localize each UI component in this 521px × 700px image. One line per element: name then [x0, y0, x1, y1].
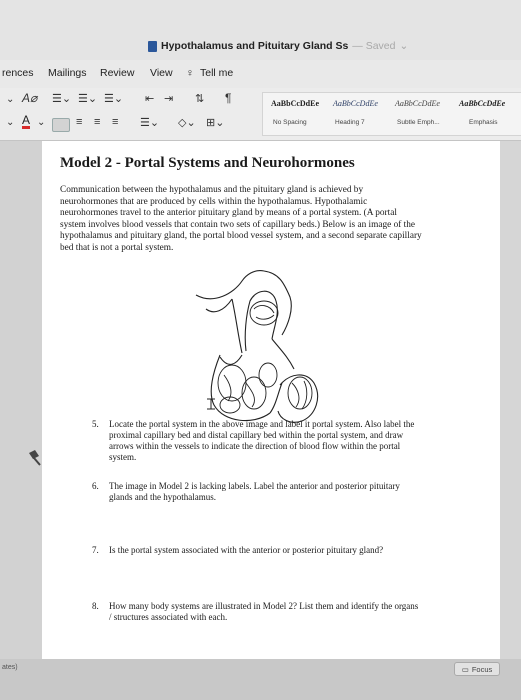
question-line: proximal capillary bed and distal capillary bed within the portal system, and draw	[109, 430, 404, 440]
style-sample: AaBbCcDdEe	[395, 99, 440, 108]
question-text	[109, 481, 400, 503]
tab-mailings[interactable]: Mailings	[48, 67, 87, 79]
question-line: system.	[109, 452, 137, 462]
document-page[interactable]	[42, 141, 500, 659]
save-status: — Saved	[352, 40, 396, 52]
ribbon-tabs	[0, 60, 521, 88]
question-text	[109, 419, 414, 463]
question-line: / structures associated with each.	[109, 612, 228, 622]
style-sample: AaBbCcDdEe	[333, 99, 378, 108]
style-no-spacing[interactable]	[267, 93, 327, 135]
paragraph-line: neurohormones travel to the anterior pituitary gland by means of a portal system. (A portal	[60, 208, 397, 219]
decrease-indent-icon[interactable]: ⇤	[145, 93, 155, 105]
status-bar	[0, 659, 521, 700]
question-number: 6.	[92, 481, 99, 491]
borders-icon[interactable]: ⊞⌄	[206, 117, 225, 129]
align-right-icon[interactable]: ≡	[94, 116, 101, 128]
tab-references[interactable]: rences	[2, 67, 34, 79]
tab-review[interactable]: Review	[100, 67, 135, 79]
section-heading: Model 2 - Portal Systems and Neurohormones	[60, 155, 355, 171]
paragraph-line: Communication between the hypothalamus and the pituitary gland is achieved by	[60, 185, 364, 195]
intro-paragraph	[60, 185, 478, 255]
question-line: How many body systems are illustrated in Model 2? List them and identify the organs	[109, 601, 419, 611]
justify-icon[interactable]: ≡	[112, 116, 119, 128]
question-line: arrows within the vessels to indicate the direction of blood flow within the portal	[109, 441, 401, 451]
status-text: ates)	[2, 664, 18, 671]
style-name: Heading 7	[335, 119, 365, 126]
style-emphasis[interactable]	[455, 93, 515, 135]
question-text	[109, 601, 418, 623]
question-text	[109, 545, 383, 556]
left-gutter	[0, 141, 42, 659]
tell-me-search[interactable]: Tell me	[200, 67, 234, 79]
paragraph-line: system involves blood vessels that contain two sets of capillary beds.) Below is an image of the	[60, 219, 416, 230]
style-sample: AaBbCcDdEe	[459, 99, 506, 108]
shading-icon[interactable]: ◇⌄	[178, 117, 196, 129]
style-name: Emphasis	[469, 119, 498, 126]
document-icon	[148, 41, 157, 52]
question-line: The image in Model 2 is lacking labels. Label the anterior and posterior pituitary	[109, 481, 400, 491]
font-color-icon[interactable]: A	[22, 113, 31, 127]
align-center-icon[interactable]: ≡	[76, 116, 83, 128]
style-name: No Spacing	[273, 119, 307, 126]
sort-icon[interactable]: ⇅	[195, 93, 205, 105]
ribbon-toolbar	[0, 88, 521, 141]
chevron-down-icon[interactable]: ⌄	[6, 94, 15, 105]
chevron-down-icon[interactable]: ⌄	[6, 117, 15, 128]
focus-icon: ▭	[461, 664, 469, 674]
tab-view[interactable]: View	[150, 67, 173, 79]
portal-system-diagram	[184, 265, 344, 433]
pilcrow-icon[interactable]: ¶	[225, 91, 232, 105]
style-name: Subtle Emph...	[397, 119, 440, 126]
chevron-down-icon[interactable]: ⌄	[399, 40, 409, 52]
question-line: glands and the hypothalamus.	[109, 492, 216, 502]
question-number: 5.	[92, 419, 99, 429]
right-gutter	[500, 141, 521, 659]
style-heading-7[interactable]	[329, 93, 389, 135]
clear-format-icon[interactable]: A⌀	[22, 91, 38, 105]
paragraph-line: hypothalamus and pituitary gland, the portal blood vessel system, and a second separate capillary	[60, 231, 422, 242]
doc-title: Hypothalamus and Pituitary Gland Ss	[161, 40, 349, 52]
chevron-down-icon[interactable]: ⌄	[37, 117, 46, 128]
align-left-icon[interactable]	[52, 118, 70, 132]
question-number: 7.	[92, 545, 99, 555]
window-title	[148, 40, 408, 52]
focus-button[interactable]	[454, 662, 500, 676]
bullets-icon[interactable]: ☰⌄	[52, 93, 72, 105]
style-subtle-emphasis[interactable]	[391, 93, 453, 135]
paragraph-line: bed that is not a portal system.	[60, 242, 174, 253]
style-sample: AaBbCcDdEe	[271, 99, 320, 108]
line-spacing-icon[interactable]: ☰⌄	[140, 117, 160, 129]
gavel-cursor-icon	[26, 449, 42, 467]
question-number: 8.	[92, 601, 99, 611]
increase-indent-icon[interactable]: ⇥	[164, 93, 174, 105]
numbering-icon[interactable]: ☰⌄	[78, 93, 98, 105]
question-line: Is the portal system associated with the anterior or posterior pituitary gland?	[109, 545, 384, 555]
multilevel-list-icon[interactable]: ☰⌄	[104, 93, 124, 105]
focus-label: Focus	[471, 664, 493, 674]
paragraph-line: neurohormones that are produced by cells within the hypothalamus. Hypothalamic	[60, 196, 368, 207]
lightbulb-icon: ♀	[186, 67, 194, 79]
title-bar	[0, 0, 521, 60]
styles-gallery	[262, 92, 521, 136]
question-line: Locate the portal system in the above image and label it portal system. Also label the	[109, 419, 415, 429]
